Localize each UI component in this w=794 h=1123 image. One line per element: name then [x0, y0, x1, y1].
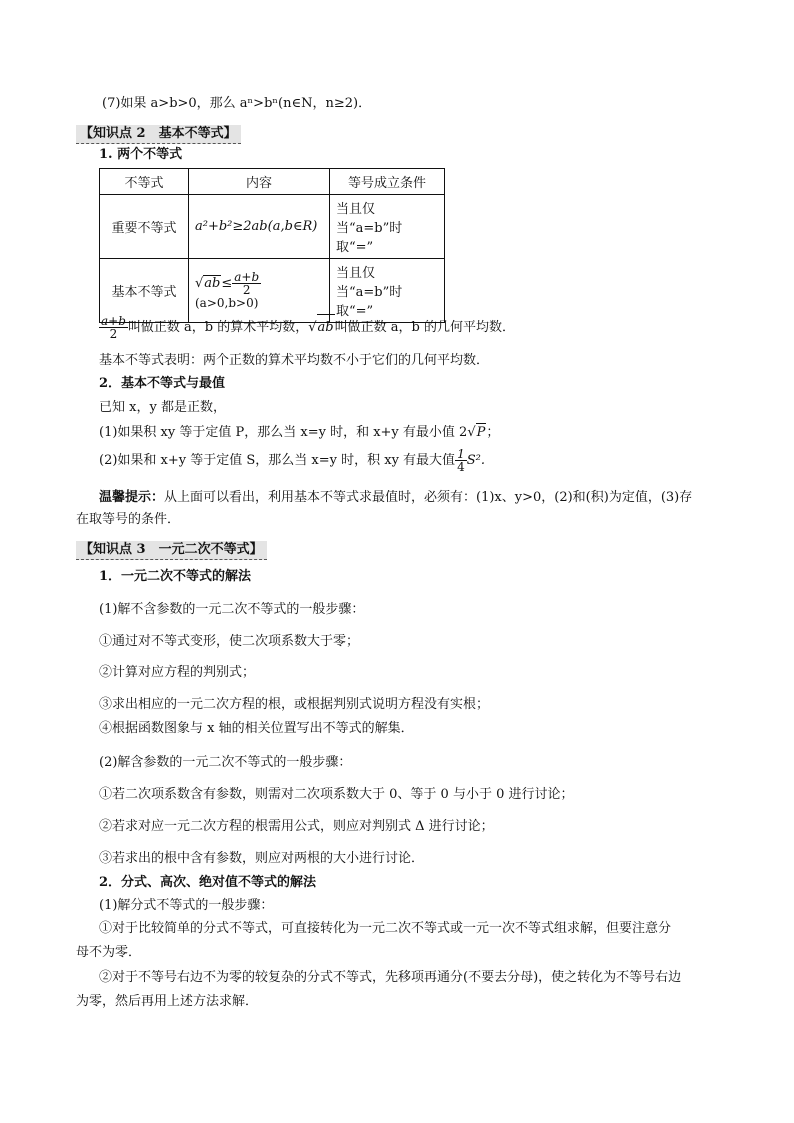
heading-quadratic-solution: 1．一元二次不等式的解法 — [99, 569, 252, 584]
knowledge-point-tag: 【知识点 3 一元二次不等式】 — [76, 541, 267, 560]
condition-line: 取“=” — [336, 240, 374, 255]
table-header-row — [100, 169, 445, 195]
step-item: ④根据函数图象与 x 轴的相关位置写出不等式的解集． — [99, 721, 414, 736]
mean-definition-line — [99, 314, 515, 341]
mean-text-2: 叫做正数 a，b 的几何平均数． — [334, 320, 515, 335]
max-value-end: S². — [466, 453, 485, 468]
paragraph-line: 为零，然后再用上述方法求解． — [76, 994, 259, 1009]
sqrt-radicand: ab — [204, 275, 221, 291]
paragraph-line: 母不为零． — [76, 945, 142, 960]
step-item: ①若二次项系数含有参数，则需对二次项系数大于 0、等于 0 与小于 0 进行讨论； — [99, 787, 574, 802]
fraction-denominator: 2 — [242, 282, 251, 297]
step-item: ②计算对应方程的判别式； — [99, 665, 256, 680]
table-cell-condition — [330, 195, 445, 259]
table-header-cell: 等号成立条件 — [330, 169, 445, 195]
given-line: 已知 x，y 都是正数， — [99, 400, 226, 415]
sqrt-radicand: ab — [317, 314, 335, 341]
knowledge-point-tag: 【知识点 2 基本不等式】 — [76, 125, 241, 144]
table-row — [100, 195, 445, 259]
sqrt-symbol: √ — [467, 425, 476, 440]
mean-text-1: 叫做正数 a，b 的算术平均数， — [127, 320, 309, 335]
condition-line: 取“=” — [336, 304, 374, 319]
table-cell-formula: a²+b²≥2ab(a,b∈R) — [189, 195, 330, 259]
table-cell-label: 重要不等式 — [100, 195, 189, 259]
tip-line-1 — [99, 489, 692, 507]
table-cell-label: 基本不等式 — [100, 259, 189, 323]
inequality-table — [99, 168, 445, 323]
condition-line: 当且仅当“a=b”时 — [336, 266, 403, 300]
min-value-text: (1)如果积 xy 等于定值 P，那么当 x=y 时，和 x+y 有最小值 2 — [99, 425, 468, 440]
heading-max-min: 2．基本不等式与最值 — [99, 376, 226, 391]
step-item: ①通过对不等式变形，使二次项系数大于零； — [99, 634, 360, 649]
min-value-end: ； — [486, 425, 500, 440]
fraction-numerator: a+b — [101, 314, 126, 328]
line-property-7: (7)如果 a>b>0，那么 aⁿ>bⁿ(n∈N，n≥2)． — [102, 96, 372, 111]
fraction-denominator: 4 — [457, 460, 465, 474]
formula-condition: (a>0,b>0) — [195, 295, 259, 310]
table-header-cell: 不等式 — [100, 169, 189, 195]
fraction-numerator: a+b — [234, 269, 260, 284]
fraction — [99, 315, 128, 340]
sqrt-symbol: √ — [308, 320, 317, 335]
tip-text: 从上面可以看出，利用基本不等式求最值时，必须有：(1)x、y>0，(2)和(积)为定值，(3)存 — [164, 490, 693, 505]
fraction — [232, 271, 261, 296]
condition-line: 当且仅当“a=b”时 — [336, 202, 403, 236]
fraction-numerator: 1 — [457, 447, 465, 461]
table-cell-formula — [189, 259, 330, 323]
heading-fraction-inequalities: 2．分式、高次、绝对值不等式的解法 — [99, 875, 317, 890]
max-value-line — [99, 448, 485, 474]
min-value-line — [99, 423, 499, 442]
table-row — [100, 259, 445, 323]
max-value-text: (2)如果和 x+y 等于定值 S，那么当 x=y 时，积 xy 有最大值 — [99, 453, 456, 468]
paragraph-line: ①对于比较简单的分式不等式，可直接转化为一元二次不等式或一元一次不等式组求解，但要注意分 — [99, 921, 672, 936]
fraction — [455, 448, 467, 473]
fraction-denominator: 2 — [109, 327, 118, 341]
paragraph-line: ②对于不等号右边不为零的较复杂的分式不等式，先移项再通分(不要去分母)，使之转化为不等号右边 — [99, 970, 682, 985]
table-header-cell: 内容 — [189, 169, 330, 195]
table-cell-condition — [330, 259, 445, 323]
section-heading-kp3 — [76, 541, 267, 560]
step-item: ③求出相应的一元二次方程的根，或根据判别式说明方程没有实根； — [99, 697, 490, 712]
sqrt-radicand: P — [476, 425, 486, 440]
section-heading-kp2 — [76, 125, 241, 144]
step-heading: (2)解含参数的一元二次不等式的一般步骤： — [99, 755, 352, 770]
step-heading: (1)解分式不等式的一般步骤： — [99, 898, 274, 913]
heading-two-inequalities: 1. 两个不等式 — [99, 147, 183, 162]
tip-label: 温馨提示： — [99, 490, 165, 505]
step-item: ②若求对应一元二次方程的根需用公式，则应对判别式 Δ 进行讨论； — [99, 819, 494, 834]
step-item: ③若求出的根中含有参数，则应对两根的大小进行讨论． — [99, 851, 425, 866]
step-heading: (1)解不含参数的一元二次不等式的一般步骤： — [99, 602, 365, 617]
tip-line-2: 在取等号的条件． — [76, 512, 181, 527]
basic-inequality-statement: 基本不等式表明：两个正数的算术平均数不小于它们的几何平均数． — [99, 353, 490, 368]
sqrt-symbol: √ — [195, 275, 204, 291]
le-symbol: ≤ — [221, 275, 233, 291]
